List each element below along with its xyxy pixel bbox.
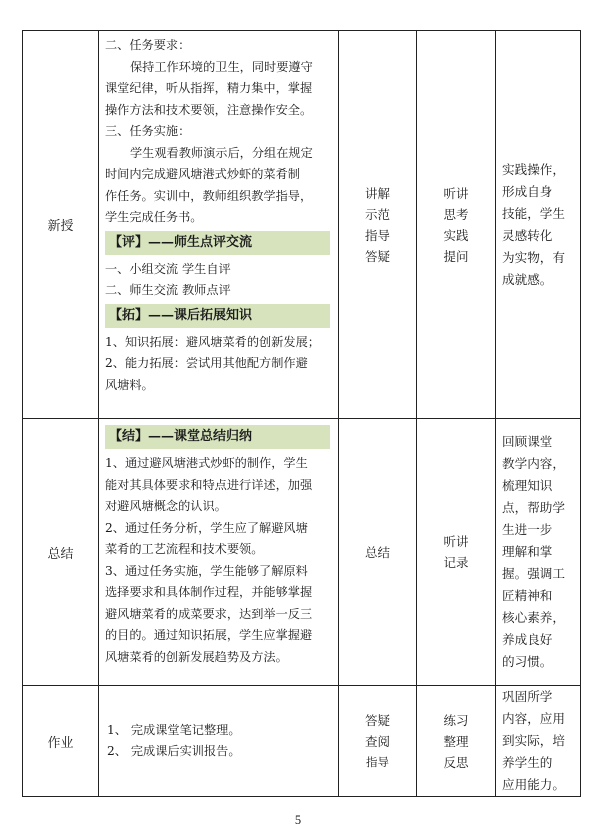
teacher-activity: 指导 <box>365 754 389 769</box>
student-activity: 听讲 <box>443 185 469 201</box>
lesson-plan-sheet <box>22 30 580 795</box>
intent-line: 生进一步 <box>502 522 553 537</box>
content-line: 避风塘菜肴的成菜要求，达到举一反三 <box>105 606 313 621</box>
content-line: 作任务。实训中，教师组织教学指导， <box>105 188 313 203</box>
teacher-activity: 指导 <box>364 227 390 243</box>
content-line: 1、知识拓展：避风塘菜肴的创新发展； <box>105 334 320 349</box>
intent-line: 理解和掌 <box>502 544 553 559</box>
content-line: 时间内完成避风塘港式炒虾的菜肴制 <box>105 167 300 181</box>
intent-line: 为实物，有 <box>502 249 565 265</box>
teacher-activity-cell <box>339 31 417 419</box>
intent-line: 教学内容， <box>502 456 565 471</box>
content-line: 3、通过任务实施，学生能够了解原料 <box>105 563 308 578</box>
content-line: 1、 完成课堂笔记整理。 <box>107 722 241 737</box>
stage-cell <box>23 419 99 686</box>
student-activity-cell <box>417 31 496 419</box>
content-line: 选择要求和具体制作过程，并能够掌握 <box>105 585 313 599</box>
student-activity: 整理 <box>443 733 469 749</box>
content-line: 对避风塘概念的认识。 <box>105 499 227 513</box>
intent-line: 形成自身 <box>502 183 553 199</box>
intent-line: 梳理知识 <box>502 478 553 493</box>
design-intent-cell <box>496 686 581 797</box>
content-line: 2、能力拓展：尝试用其他配方制作避 <box>105 356 308 370</box>
intent-line: 应用能力。 <box>502 777 565 792</box>
student-activity-list <box>443 183 468 267</box>
content-line: 能对其具体要求和特点进行详述，加强 <box>105 477 313 492</box>
intent-line: 回顾课堂 <box>502 434 553 449</box>
intent-line: 灵感转化 <box>502 227 553 243</box>
student-activity: 实践 <box>443 227 469 243</box>
intent-line: 的习惯。 <box>502 654 553 669</box>
content-line: 二、任务要求： <box>105 38 191 52</box>
content-line: 课堂纪律，听从指挥，精力集中，掌握 <box>105 81 313 95</box>
page-number: 5 <box>294 813 302 827</box>
teacher-activity-cell <box>339 686 417 797</box>
intent-line: 实践操作， <box>502 161 565 177</box>
teacher-activity: 讲解 <box>364 185 390 201</box>
student-activity-cell <box>417 686 496 797</box>
intent-line: 成就感。 <box>502 271 553 287</box>
lesson-plan-table <box>22 30 581 797</box>
teacher-activity-list <box>365 183 390 267</box>
teacher-activity: 查阅 <box>364 733 390 749</box>
student-activity-list <box>443 531 468 573</box>
intent-line: 到实际，培 <box>502 733 565 748</box>
teacher-activity: 答疑 <box>364 248 390 264</box>
content-line: 1、通过避风塘港式炒虾的制作，学生 <box>105 456 308 470</box>
intent-line: 技能，学生 <box>502 205 565 221</box>
student-activity-cell <box>417 419 496 686</box>
intent-line: 养学生的 <box>502 755 553 770</box>
student-activity: 思考 <box>443 206 469 222</box>
content-line: 的目的。通过知识拓展，学生应掌握避 <box>105 628 313 642</box>
stage-cell <box>23 686 99 797</box>
stage-label: 作业 <box>47 735 74 751</box>
content-line: 学生观看教师演示后，分组在规定 <box>130 145 313 160</box>
content-line: 二、师生交流 教师点评 <box>105 283 231 297</box>
design-intent-cell <box>496 31 581 419</box>
student-activity: 听讲 <box>443 534 469 549</box>
teacher-activity-list <box>365 710 390 773</box>
content-line: 菜肴的工艺流程和技术要领。 <box>105 542 264 556</box>
stage-label: 总结 <box>47 546 74 562</box>
content-line: 操作方法和技术要领，注意操作安全。 <box>105 102 313 117</box>
content-line: 学生完成任务书。 <box>105 210 203 224</box>
row-new-lesson <box>23 31 581 419</box>
content-line: 2、通过任务分析，学生应了解避风塘 <box>105 520 308 535</box>
intent-line: 养成良好 <box>502 632 553 647</box>
teacher-activity: 答疑 <box>364 712 390 728</box>
student-activity: 练习 <box>443 712 469 728</box>
intent-line: 核心素养， <box>502 610 565 625</box>
intent-line: 内容，应用 <box>502 711 565 726</box>
section-bar-ping: 【评】——师生点评交流 <box>105 231 330 255</box>
content-line: 风塘菜肴的创新发展趋势及方法。 <box>105 649 288 664</box>
intent-line: 巩固所学 <box>502 689 553 704</box>
teacher-activity: 示范 <box>364 206 390 222</box>
stage-label: 新授 <box>47 219 74 234</box>
student-activity-list <box>443 710 468 773</box>
content-cell <box>99 686 339 797</box>
student-activity: 反思 <box>443 754 469 770</box>
student-activity: 提问 <box>443 248 469 264</box>
stage-cell <box>23 31 99 419</box>
intent-line: 握。强调工 <box>502 566 565 581</box>
content-line: 2、 完成课后实训报告。 <box>107 744 241 758</box>
intent-line: 匠精神和 <box>502 588 553 603</box>
section-bar-tuo: 【拓】——课后拓展知识 <box>105 304 330 328</box>
student-activity: 记录 <box>443 555 469 570</box>
content-cell <box>99 419 339 686</box>
row-summary <box>23 419 581 686</box>
teacher-activity: 总结 <box>364 544 390 560</box>
section-bar-jie: 【结】——课堂总结归纳 <box>105 425 330 449</box>
content-line: 三、任务实施： <box>105 124 191 138</box>
row-homework <box>23 686 581 797</box>
content-cell <box>99 31 339 419</box>
content-line: 风塘料。 <box>105 377 154 392</box>
teacher-activity-cell <box>339 419 417 686</box>
design-intent-cell <box>496 419 581 686</box>
intent-line: 点，帮助学 <box>502 500 565 515</box>
content-line: 保持工作环境的卫生，同时要遵守 <box>130 59 313 74</box>
content-line: 一、小组交流 学生自评 <box>105 261 231 276</box>
